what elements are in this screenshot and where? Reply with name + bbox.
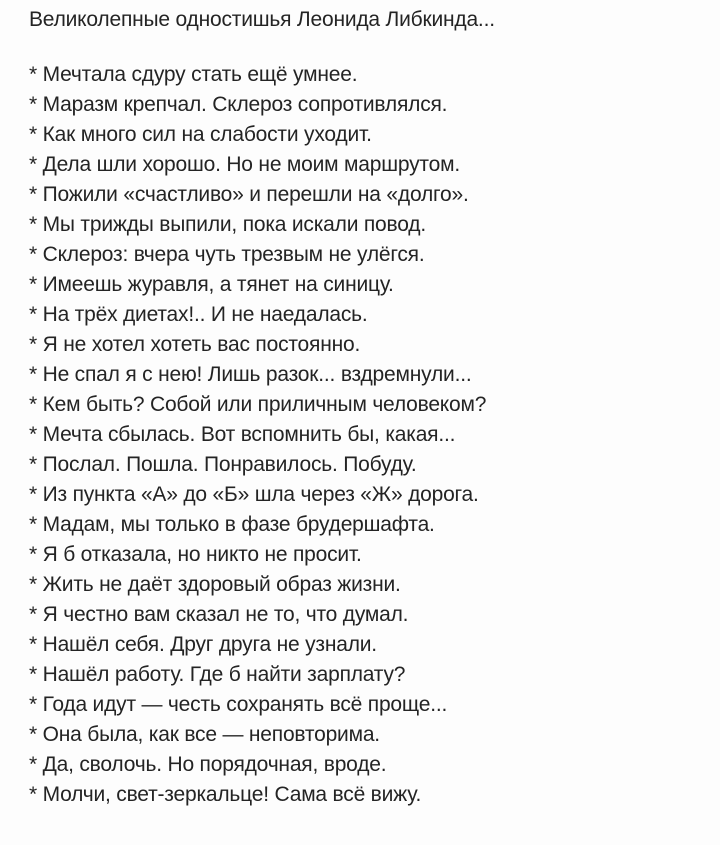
poem-line: * Дела шли хорошо. Но не моим маршрутом.: [29, 153, 460, 176]
poem-line: * Из пункта «А» до «Б» шла через «Ж» дорога.: [29, 483, 479, 506]
poem-line: * Нашёл себя. Друг друга не узнали.: [29, 633, 377, 656]
poem-line: * Да, сволочь. Но порядочная, вроде.: [29, 753, 387, 776]
poem-line: * Кем быть? Собой или приличным человеком?: [29, 393, 487, 416]
poem-line: * Как много сил на слабости уходит.: [29, 123, 372, 146]
poem-line: * Послал. Пошла. Понравилось. Побуду.: [29, 453, 417, 476]
poem-line: * Года идут — честь сохранять всё проще...: [29, 693, 448, 716]
poem-line: * Она была, как все — неповторима.: [29, 723, 380, 746]
poem-line: * Жить не даёт здоровый образ жизни.: [29, 573, 401, 596]
poem-line: * Молчи, свет-зеркальце! Сама всё вижу.: [29, 783, 422, 806]
poem-line: * Маразм крепчал. Склероз сопротивлялся.: [29, 93, 448, 116]
poem-line: * Пожили «счастливо» и перешли на «долго».: [29, 183, 469, 206]
poem-line: * Мечтала сдуру стать ещё умнее.: [29, 63, 358, 86]
poem-line: * Мадам, мы только в фазе брудершафта.: [29, 513, 435, 536]
poem-line: * Мы трижды выпили, пока искали повод.: [29, 213, 426, 236]
poem-line: * На трёх диетах!.. И не наедалась.: [29, 303, 368, 326]
poem-line: * Я б отказала, но никто не просит.: [29, 543, 362, 566]
poem-line: * Склероз: вчера чуть трезвым не улёгся.: [29, 243, 425, 266]
poem-line: * Мечта сбылась. Вот вспомнить бы, какая...: [29, 423, 456, 446]
poem-line: * Имеешь журавля, а тянет на синицу.: [29, 273, 394, 296]
poem-line: * Нашёл работу. Где б найти зарплату?: [29, 663, 406, 686]
page-title: Великолепные одностишья Леонида Либкинда...: [29, 8, 495, 31]
poem-line: * Я честно вам сказал не то, что думал.: [29, 603, 409, 626]
poem-line: * Не спал я с нею! Лишь разок... вздремнули...: [29, 363, 472, 386]
poem-line: * Я не хотел хотеть вас постоянно.: [29, 333, 361, 356]
